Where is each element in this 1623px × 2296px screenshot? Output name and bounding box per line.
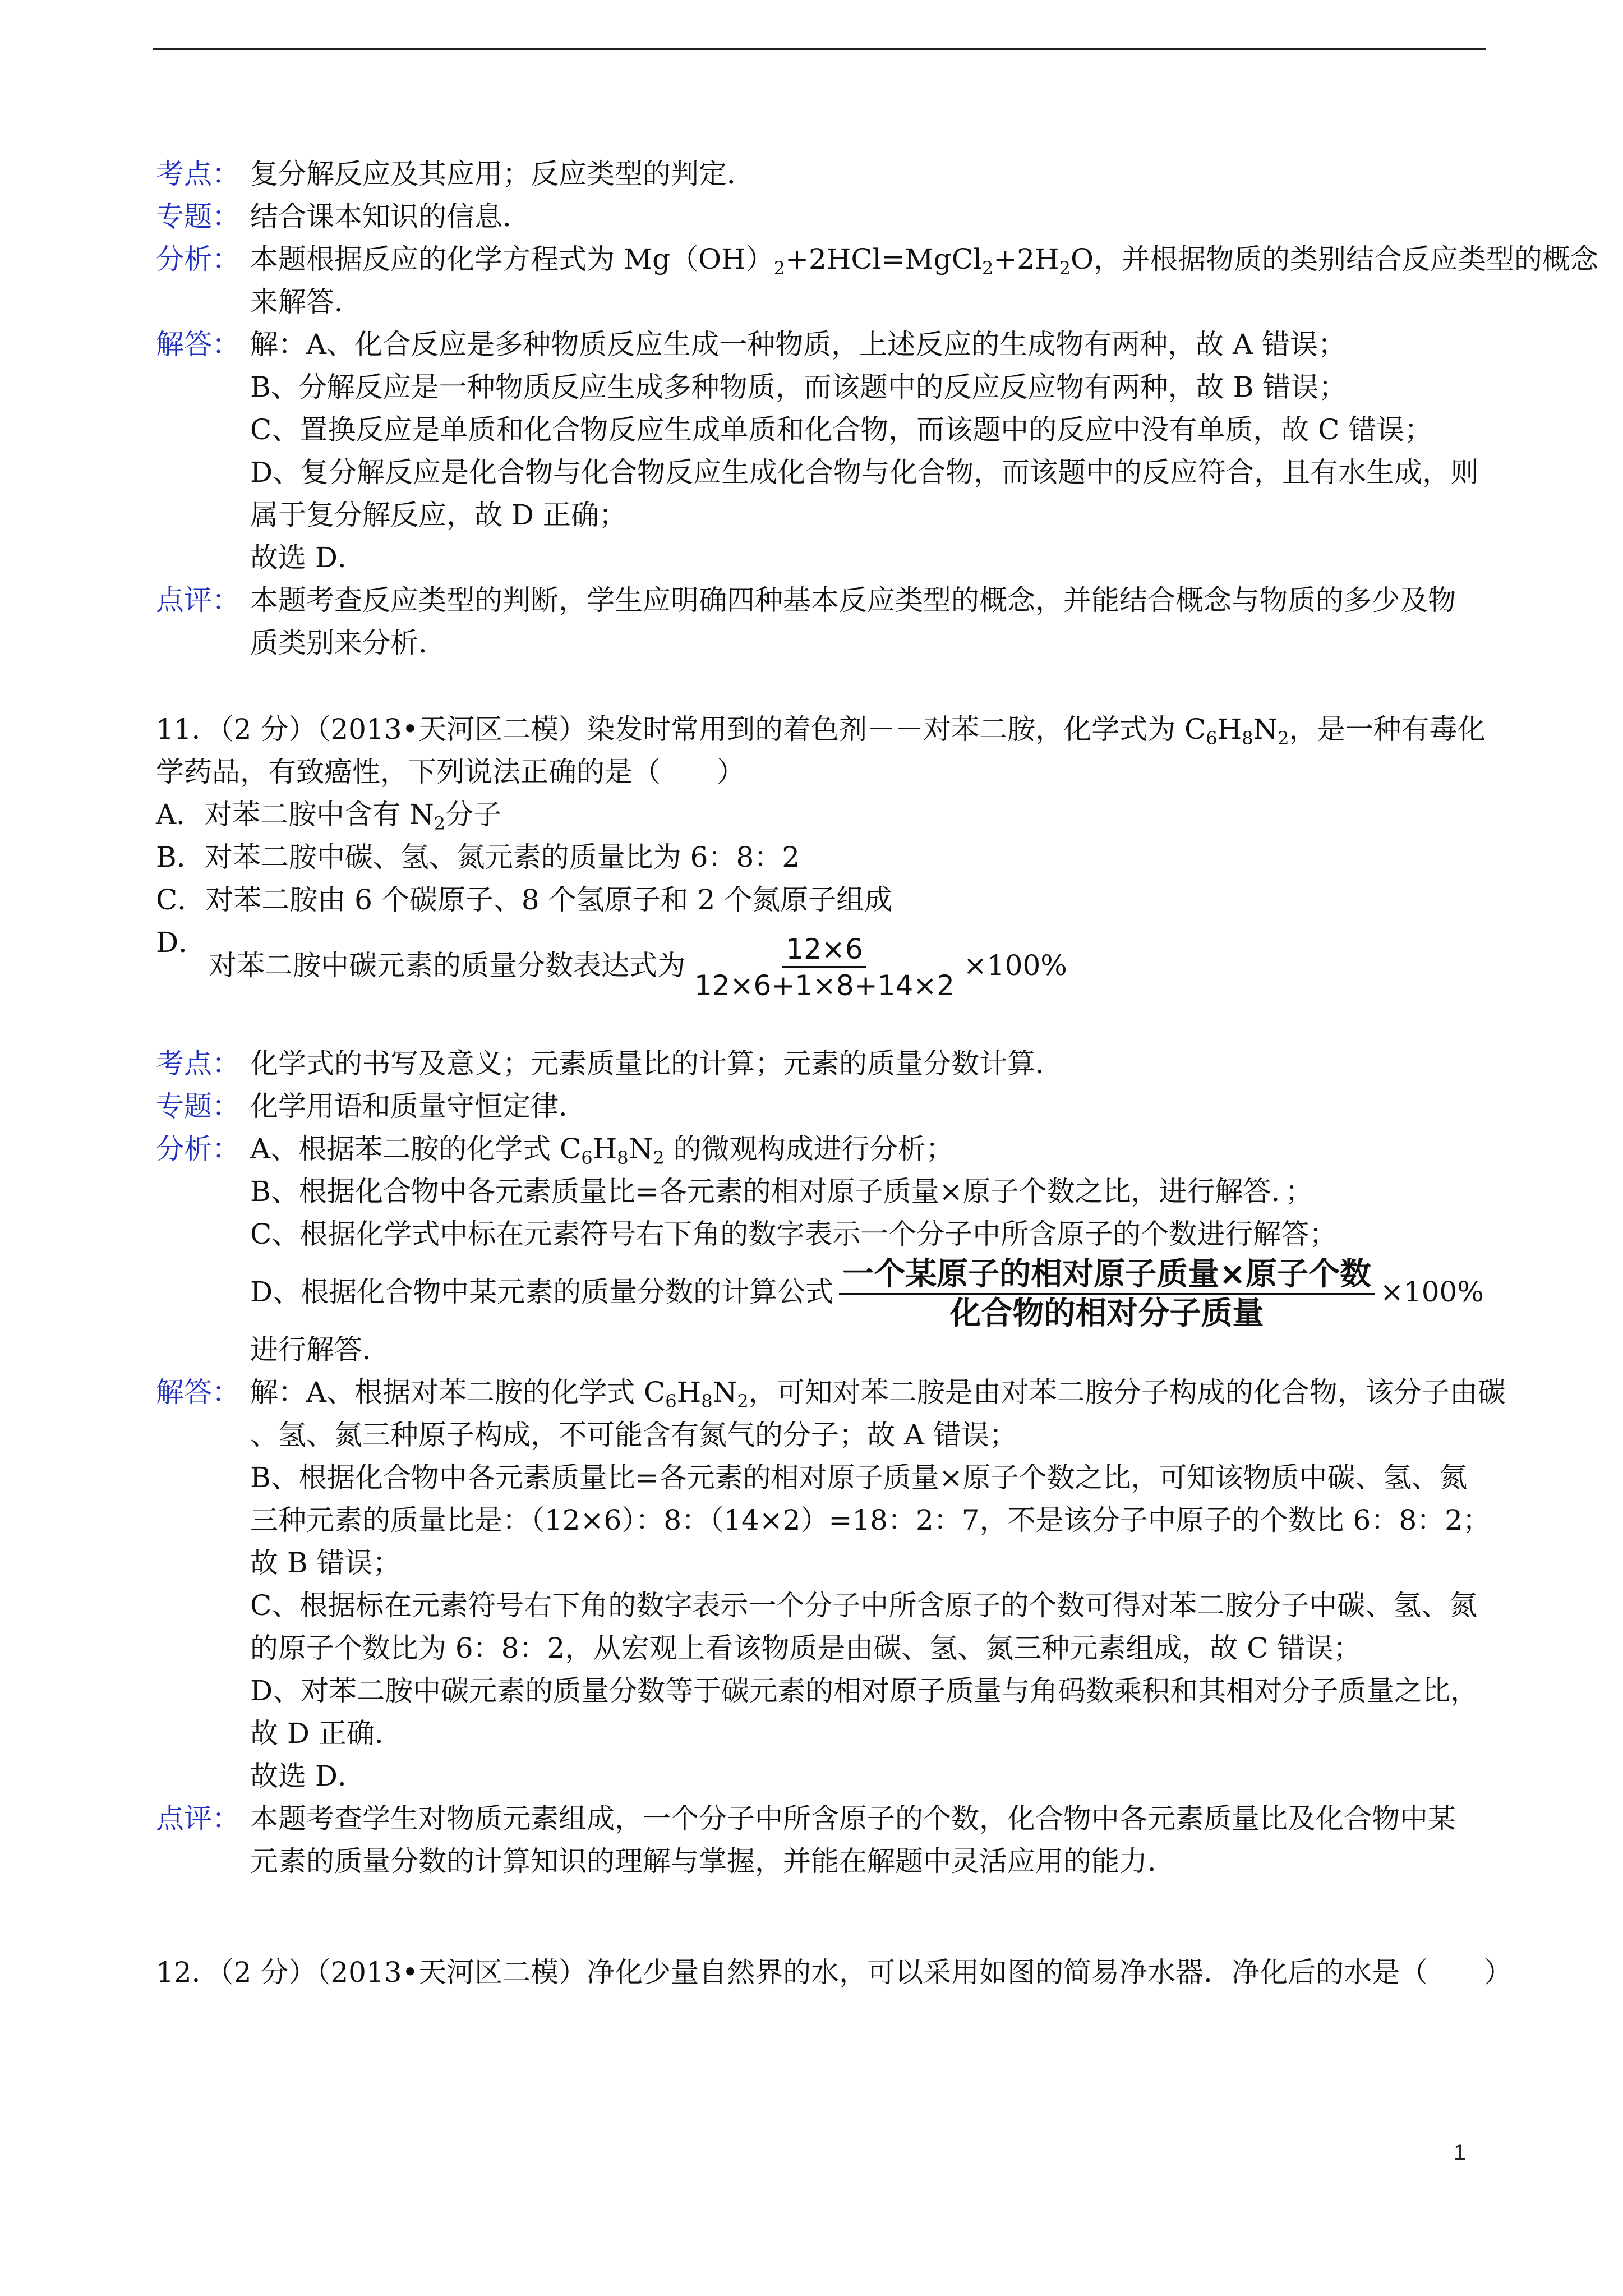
kaodian-label: 考点： <box>156 1047 240 1080</box>
zhuanti-label: 专题： <box>156 200 240 233</box>
fenxi-line-1: A、根据苯二胺的化学式 $C_6H_8N_2$ 的微观构成进行分析； <box>250 1133 954 1168</box>
fenxi-line-5: 进行解答． <box>250 1333 390 1366</box>
jieda-line-6: C、根据标在元素符号右下角的数字表示一个分子中所含原子的个数可得对苯二胺分子中碳、氢、氮 <box>250 1589 1478 1622</box>
jieda-line-7: 的原子个数比为 6：8：2，从宏观上看该物质是由碳、氢、氮三种元素组成，故 C 错误； <box>250 1632 1362 1664</box>
jieda-line-10: 故选 D． <box>250 1760 366 1792</box>
jieda-line-6: 故选 D． <box>250 541 366 574</box>
kaodian-text: 复分解反应及其应用；反应类型的判定． <box>250 158 755 190</box>
fenxi-label: 分析： <box>156 1133 240 1165</box>
zhuanti-label: 专题： <box>156 1090 240 1122</box>
jieda-line-4: D、复分解反应是化合物与化合物反应生成化合物与化合物，而该题中的反应符合，且有水生成，则 <box>250 456 1479 489</box>
jieda-row <box>156 323 1485 579</box>
jieda-line-2: 、氢、氮三种原子构成，不可能含有氮气的分子；故 A 错误； <box>250 1419 1017 1451</box>
question-12 <box>156 1951 1513 1994</box>
q11-analysis <box>156 1042 1506 1883</box>
dianping-label: 点评： <box>156 1802 240 1835</box>
zhuanti-text: 化学用语和质量守恒定律． <box>250 1090 587 1122</box>
jieda-line-1: 解：A、化合反应是多种物质反应生成一种物质，上述反应的生成物有两种，故 A 错误； <box>250 328 1347 361</box>
dianping-line-1: 本题考查学生对物质元素组成，一个分子中所含原子的个数，化合物中各元素质量比及化合物中某 <box>250 1802 1456 1835</box>
kaodian-text: 化学式的书写及意义；元素质量比的计算；元素的质量分数计算． <box>250 1047 1063 1080</box>
jieda-line-4: 三种元素的质量比是：（12×6）：8：（14×2）=18：2：7，不是该分子中原子的个数比 6：8：2； <box>250 1504 1491 1536</box>
jieda-line-3: C、置换反应是单质和化合物反应生成单质和化合物，而该题中的反应中没有单质，故 C 错误； <box>250 413 1433 446</box>
jieda-line-5: 属于复分解反应，故 D 正确； <box>250 499 627 531</box>
fenxi-line-1: 本题根据反应的化学方程式为 $Mg(OH)_2+2HCl=MgCl_2+2H_2O$，并根据物质的类别结合反应类型的概念 <box>250 243 1598 279</box>
q11-option-a: A．对苯二胺中含有 $N_2$分子 <box>156 798 502 834</box>
jieda-line-1: 解：A、根据对苯二胺的化学式 $C_6H_8N_2$，可知对苯二胺是由对苯二胺分子构成的化合物，该分子由碳 <box>250 1376 1506 1412</box>
jieda-line-2: B、分解反应是一种物质反应生成多种物质，而该题中的反应反应物有两种，故 B 错误； <box>250 371 1347 403</box>
kaodian-label: 考点： <box>156 158 240 190</box>
jieda-line-8: D、对苯二胺中碳元素的质量分数等于碳元素的相对原子质量与角码数乘积和其相对分子质量之比， <box>250 1674 1479 1707</box>
jieda-line-9: 故 D 正确． <box>250 1717 403 1750</box>
fenxi-line-2: B、根据化合物中各元素质量比=各元素的相对原子质量×原子个数之比，进行解答．； <box>250 1175 1313 1208</box>
page-number: 1 <box>1454 2140 1467 2165</box>
fenxi-line-2: 来解答． <box>250 286 362 318</box>
q12-stem-1: 12．（2 分）（2013•天河区二模）净化少量自然界的水，可以采用如图的简易净水器．净化后的水是（ ） <box>156 1956 1513 1989</box>
q11-option-b: B．对苯二胺中碳、氢、氮元素的质量比为 6：8：2 <box>156 841 800 873</box>
jieda-row <box>156 1371 1506 1797</box>
kaodian-row <box>156 1042 1485 1085</box>
header-rule <box>153 48 1486 50</box>
fenxi-row <box>156 238 1598 323</box>
q11-option-d-label: D． <box>156 926 207 959</box>
fenxi-line-3: C、根据化学式中标在元素符号右下角的数字表示一个分子中所含原子的个数进行解答； <box>250 1218 1338 1250</box>
zhuanti-text: 结合课本知识的信息． <box>250 200 531 233</box>
q11-stem-2: 学药品，有致癌性，下列说法正确的是（ ） <box>156 756 745 788</box>
fenxi-line-4: D、根据化合物中某元素的质量分数的计算公式 $\frac{\text{一个某原子的相对原子质量×原子个数}}{\text{化合物的相对分子质量}}$ ×100% <box>250 1256 1484 1332</box>
q10-analysis <box>156 153 1598 664</box>
q11-option-d-content: 对苯二胺中碳元素的质量分数表达式为 $\frac{12\times 6}{12\times 6+1\times 8+14\times 2}$ ×100% <box>209 933 1067 1002</box>
fenxi-label: 分析： <box>156 243 240 275</box>
jieda-line-5: 故 B 错误； <box>250 1547 401 1579</box>
q11-stem-1: 11．（2 分）（2013•天河区二模）染发时常用到的着色剂－－对苯二胺，化学式为 $C_6H_8N_2$，是一种有毒化 <box>156 713 1486 749</box>
dianping-label: 点评： <box>156 584 240 616</box>
dianping-line-2: 元素的质量分数的计算知识的理解与掌握，并能在解题中灵活应用的能力． <box>250 1845 1175 1878</box>
zhuanti-row <box>156 1085 1485 1128</box>
question-11 <box>156 708 1486 1002</box>
q11-option-d <box>156 921 1485 1002</box>
dianping-row <box>156 1797 1485 1883</box>
zhuanti-row <box>156 195 1485 238</box>
q11-option-d-fraction: $\frac{12\times 6}{12\times 6+1\times 8+14\times 2}$ <box>694 933 955 1002</box>
jieda-label: 解答： <box>156 1376 240 1409</box>
dianping-row <box>156 579 1485 664</box>
q11-option-c: C．对苯二胺由 6 个碳原子、8 个氢原子和 2 个氮原子组成 <box>156 884 893 916</box>
jieda-label: 解答： <box>156 328 240 361</box>
kaodian-row <box>156 153 1485 195</box>
jieda-line-3: B、根据化合物中各元素质量比=各元素的相对原子质量×原子个数之比，可知该物质中碳、氢、氮 <box>250 1461 1468 1494</box>
dianping-line-1: 本题考查反应类型的判断，学生应明确四种基本反应类型的概念，并能结合概念与物质的多少及物 <box>250 584 1456 616</box>
dianping-line-2: 质类别来分析． <box>250 627 446 659</box>
fenxi-row <box>156 1128 1485 1371</box>
mass-fraction-formula: $\frac{\text{一个某原子的相对原子质量×原子个数}}{\text{化合物的相对分子质量}}$ <box>839 1256 1375 1332</box>
